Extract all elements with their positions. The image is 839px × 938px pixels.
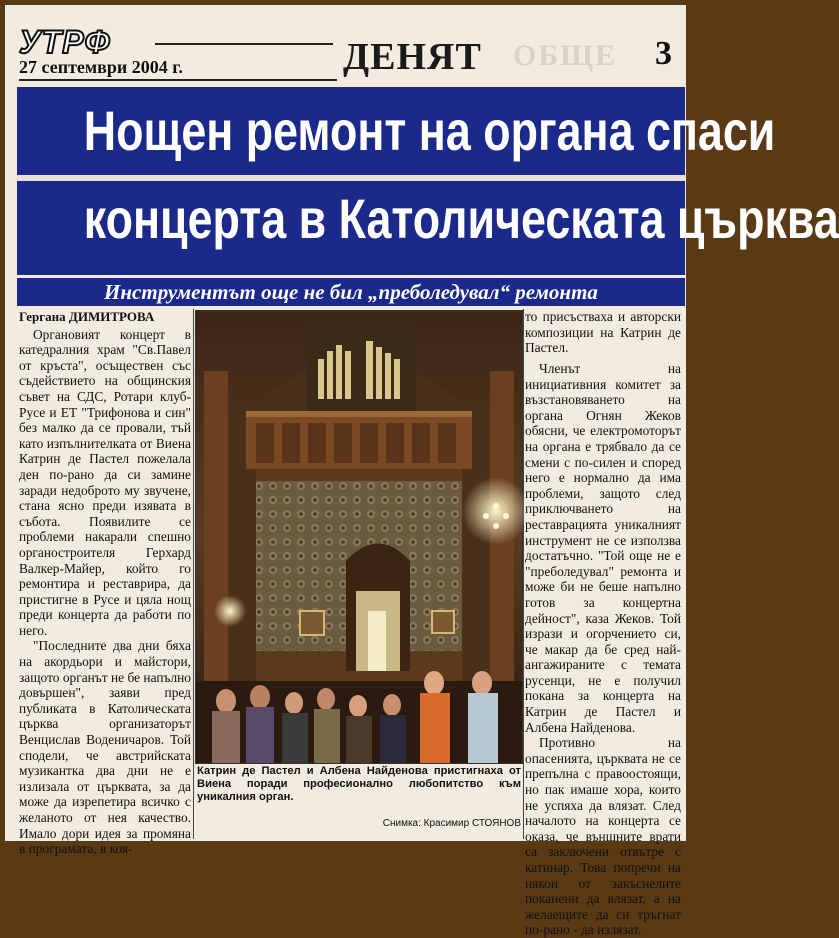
article-column-2-top xyxy=(525,309,681,359)
newspaper-logo: УТРФ xyxy=(19,24,111,60)
paragraph: Противно на опасенията, църквата не се препълна с правоостоящи, но пак имаше хора, които не успяха да влязат. След началото на концерта се оказа, че външните врати са заключени отвътре с катинар. Това попречи на някои от закъснелите поканени да влязат, а на желаещите да си тръгнат по-рано - да излязат. xyxy=(525,735,681,938)
paragraph: Членът на инициативния комитет за възстановяването на органа Огнян Жеков обясни, че електромоторът на органа е трябвало да се смени с по-силен и според него е нормално да има проблеми, защото след приключването на реставрацията уникалният инструмент не се използва достатъчно. "Той още не е "преболедувал" ремонта и може би не беше напълно готов за концертна дейност", каза Жеков. Той изрази и огорчението си, че макар да бе сред най-ангажираните с темата русенци, не е получил покана за концерта на Катрин де Пастел и Албена Найденова. xyxy=(525,361,681,735)
masthead-rule-bottom xyxy=(19,79,337,81)
issue-date: 27 септември 2004 г. xyxy=(19,57,183,77)
paragraph: Органовият концерт в катедралния храм "Св.Павел от кръста", осъществен със съдействието на общинския съвет на СДС, Ротари клуб-Русе и ЕТ "Трифонова и син" без малко да се провали, тъй като изпълнителката от Виена Катрин де Пастел пожелала ден по-рано да си замине заради недоброто му звучене, стана ясно преди изявата в събота. Появилите се проблеми накарали спешно органостроителя Герхард Валкер-Майер, който го ремонтира и реставрира, да пристигне в Русе и цяла нощ преди концерта да работи по него. xyxy=(19,326,191,638)
headline-banner xyxy=(17,87,839,275)
cathedral-interior-photo xyxy=(195,310,523,764)
headline-divider xyxy=(17,175,685,181)
photo-caption: Катрин де Пастел и Албена Найденова пристигнаха от Виена поради професионално любопитство към уникалния орган. xyxy=(197,765,521,803)
paragraph: "Последните два дни бяха на акордьори и майстори, защото органът не бе напълно довършен", заяви пред публиката в Католическата църква организаторът Венцислав Воденичаров. Той сподели, че австрийската музикантка два дни не е излизала от църквата, за да може да изрепетира всичко с желаното от нея качество. Имало дори идея за промяна в програмата, в коя- xyxy=(19,638,191,857)
author-name: Гергана ДИМИТРОВА xyxy=(19,309,155,324)
page-number: 3 xyxy=(655,35,672,72)
article-column-1 xyxy=(19,309,191,857)
photo-credit: Снимка: Красимир СТОЯНОВ xyxy=(382,818,521,829)
column-divider xyxy=(193,309,194,839)
author-byline xyxy=(19,309,191,325)
subheadline: Инструментът още не бил „преболедувал“ ремонта xyxy=(17,278,685,306)
paragraph: то присъстваха и авторски композиции на Катрин де Пастел. xyxy=(525,309,681,356)
article-column-3 xyxy=(525,361,681,938)
newspaper-page xyxy=(5,5,839,938)
headline-line-2: концерта в Католическата църква xyxy=(83,187,839,250)
faded-masthead-text: ОБЩЕ xyxy=(513,39,618,72)
photo-illustration xyxy=(196,311,522,763)
section-title: ДЕНЯТ xyxy=(343,36,482,78)
headline-line-1: Нощен ремонт на органа спаси xyxy=(83,99,776,162)
column-divider xyxy=(523,309,524,839)
masthead xyxy=(5,5,686,87)
masthead-rule xyxy=(155,43,333,45)
